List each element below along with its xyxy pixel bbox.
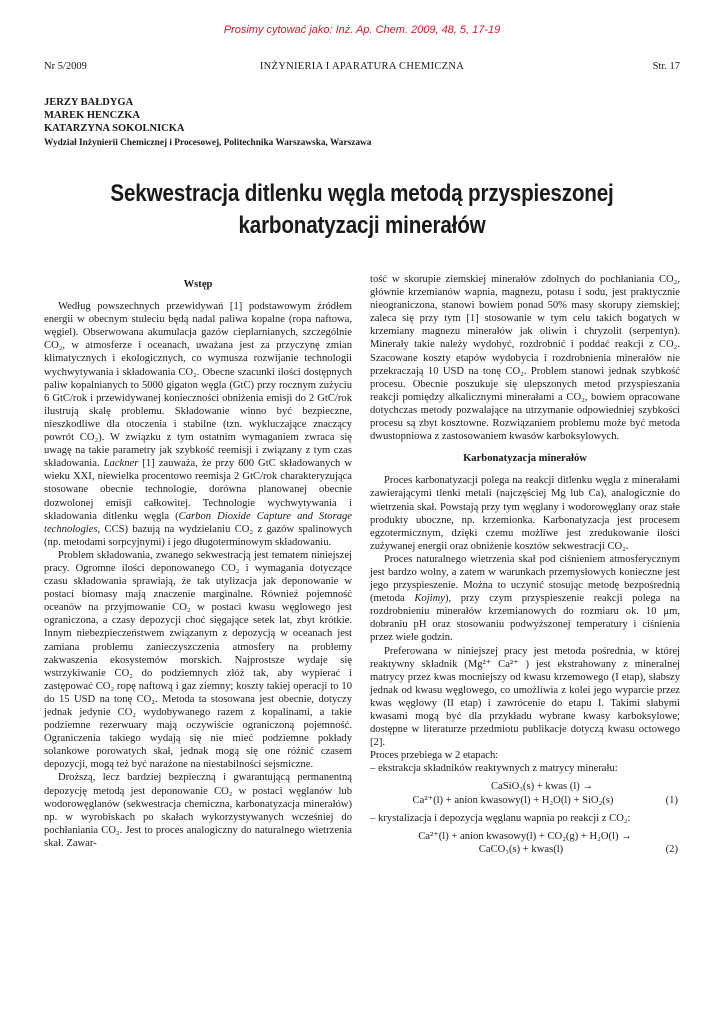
equation-number: (1) (665, 794, 678, 806)
right-column (370, 273, 680, 856)
paragraph: Preferowana w niniejszej pracy jest metoda pośrednia, w której reaktywny składnik (Mg²⁺ Ca²⁺ ) jest ekstrahowany z mineralnej matrycy przez kwas mocniejszy od kwasu krzemowego (I etap), słabszy jednak od kwasu węglowego, co umożliwia z kolei jego wyparcie przez kwas węglowy (II etap) i zawrócenie do etapu I. Takimi słabymi kwasami mogą być dla przykładu wybrane kwasy karboksylowe; dostępne w literaturze przedmiotu publikacje dotyczą kwasu octowego [2]. (370, 645, 680, 749)
equation-line: Ca²⁺(l) + anion kwasowy(l) + CO₂(g) + H₂O(l) → (418, 830, 632, 842)
paragraph: Proces naturalnego wietrzenia skał pod ciśnieniem atmosferycznym jest bardzo wolny, a zatem w warunkach przemysłowych konieczne jest jego przyspieszenie. Można to uczynić stosując metodę bezpośrednią (metoda Kojimy), przy czym przyspieszenie reakcji polega na rozdrobnieniu minerałów krzemianowych do rozmiaru ok. 10 μm, dobraniu pH oraz stosowaniu podwyższonej temperatury i ciśnienia przez wiele godzin. (370, 553, 680, 644)
page-number: Str. 17 (652, 61, 680, 72)
equation-1 (370, 780, 680, 793)
author-name: Lackner (103, 458, 139, 470)
section-heading-intro: Wstęp (183, 279, 213, 290)
paragraph: Droższą, lecz bardziej bezpieczną i gwarantującą permanentną depozycję metodą jest deponowanie CO₂ w postaci węglanów lub wodorowęglanów (sekwestracja chemiczna, karbonatyzacja minerałów) np. w wyrobiskach po skałach wykorzystywanych wcześniej do pochłaniania CO₂. Jest to proces analogiczny do naturalnego wietrzenia skał. Zawar- (44, 772, 352, 849)
affiliation: Wydział Inżynierii Chemicznej i Procesowej, Politechnika Warszawska, Warszawa (44, 138, 372, 148)
paragraph: Według powszechnych przewidywań [1] podstawowym źródłem energii w obecnym stuleciu będą nadal paliwa kopalne (ropa naftowa, węgiel). Obserwowana akumulacja gazów cieplarnianych, szczególnie CO₂, w atmosferze i oceanach, uważana jest za przyczynę zmian klimatycznych i ekologicznych, co wymusza rozwijanie technologii wychwytywania i składowania CO₂. Obecne szacunki ilości dostępnych paliw kopalnianych to 5000 gigaton węgla (GtC) przy rocznym zużyciu 6 GtC/rok i przewidywanej konieczności obniżenia emisji do 2 GtC/rok ilustrują skalę problemu. Składowanie winno być bezpieczne, nieszkodliwe dla otoczenia i stabilne (tzn. wykluczające znaczący powrót CO₂). W związku z tym ostatnim wymaganiem zwraca się uwagę na takie parametry jak szybkość reemisji i związany z tym czas składowania. Lackner [1] zauważa, że przy 600 GtC składowanych w wieku XXI, niewielka procentowo reemisja 2 GtC/rok charakteryzująca stosowane obecnie technologie, dorówna planowanej obecnie dozwolonej emisji całkowitej. Technologie wychwytywania i składowania ditlenku węgla (Carbon Dioxide Capture and Storage technologies, CCS) bazują na wydzielaniu CO₂ z gazów spalinowych (np. metodami sorpcyjnymi) i jego długoterminowym składowaniu. (44, 301, 352, 548)
equation-line: CaSiO₃(s) + kwas (l) → (490, 781, 594, 793)
author: JERZY BAŁDYGA (44, 97, 134, 108)
author: MAREK HENCZKA (44, 110, 140, 121)
equation-2 (370, 843, 680, 856)
equation-line: CaCO₃(s) + kwas(l) (478, 843, 564, 855)
article-title (76, 178, 647, 242)
equation-2 (370, 830, 680, 843)
paragraph: Problem składowania, zwanego sekwestracją jest tematem niniejszej pracy. Ogromne ilości deponowanego CO₂ i wymagania dotyczące czasu składowania sprawiają, że tak utylizacja jak deponowanie w postaci biomasy mają znaczenie marginalne. Również pojemność oceanów na przyjmowanie CO₂ w postaci kwasu węglowego jest ograniczona, a czasy depozycji choć sięgające setek lat, zbyt krótkie. Innym niebezpieczeństwem związanym z depozycją w oceanach jest zamiana problemu zanieczyszczenia atmosfery na problemy zakwaszenia ekosystemów morskich. Najprostsze wydaje się wstrzykiwanie CO₂ do podziemnych złóż tak, aby wypierać i zastępować CO₂ ropę naftową i gaz ziemny; koszty takiej operacji to 10 do 15 USD na tonę CO₂. Metoda ta stosowana jest obecnie, dotyczy jednak jedynie CO₂ wydobywanego razem z kopalinami, a takie podziemne rezerwuary mają oczywiście ograniczoną pojemność. Ograniczenia takiego wydają się nie mieć podziemne pokłady solankowe porowatych skał, jednak mogą się one różnić czasem depozycji, mogą też być narażone na niestabilności sejsmiczne. (44, 549, 352, 771)
equation-1 (370, 794, 680, 807)
paragraph: Proces przebiega w 2 etapach: (370, 750, 499, 762)
paragraph: Proces karbonatyzacji polega na reakcji ditlenku węgla z minerałami zawierającymi tlenki metali (najczęściej Mg lub Ca), analogicznie do wietrzenia skał. Powstają przy tym węglany i wodorowęglany oraz stałe produkty uboczne, np. krzemionka. Karbonatyzacja jest procesem egzotermicznym, dzięki czemu możliwe jest zredukowanie ilości zużywanej energii oraz obniżenie kosztów sekwestracji CO₂. (370, 475, 680, 552)
author-list (44, 96, 185, 135)
step-item: – krystalizacja i depozycja węglanu wapnia po reakcji z CO₂: (370, 812, 631, 824)
section-heading-carbonation: Karbonatyzacja minerałów (463, 453, 587, 465)
term: Carbon Dioxide Capture and Storage technologies (44, 510, 352, 535)
equation-line: Ca²⁺(l) + anion kwasowy(l) + H₂O(l) + SiO₂(s) (412, 794, 614, 806)
title-line: Sekwestracja ditlenku węgla metodą przyspieszonej (110, 180, 614, 207)
paragraph: tość w skorupie ziemskiej minerałów zdolnych do pochłaniania CO₂, głównie krzemianów wapnia, magnezu, potasu i sodu, jest praktycznie nieograniczona, stanowi bowiem ponad 50% masy skorupy ziemskiej; zaleca się przy tym [1] stosowanie w tym celu takich bogatych w krzemiany magnezu minerałów jak oliwin i chryzolit (serpentyn). Minerały takie należy wydobyć, rozdrobnić i poddać reakcji z CO₂. Szacowane koszty etapów wydobycia i rozdrobnienia minerałów nie przekraczają 10 USD na tonę CO₂. Problem stanowi jednak szybkość procesu. Obecnie poszukuje się ulepszonych metod przyspieszania reakcji pomiędzy alkalicznymi minerałami a CO₂, bowiem opracowane dotychczas metody pozwalające na utrzymanie odpowiedniej szybkości procesu są zbyt kosztowne. Rozwiązaniem problemu może być metoda dwustopniowa z zastosowaniem kwasów karboksylowych. (370, 274, 680, 443)
issue-number: Nr 5/2009 (44, 61, 87, 72)
title-line: karbonatyzacji minerałów (238, 212, 486, 239)
citation-note[interactable]: Prosimy cytować jako: Inż. Ap. Chem. 2009, 48, 5, 17-19 (223, 24, 501, 36)
author: KATARZYNA SOKOLNICKA (44, 123, 185, 134)
left-column (44, 278, 352, 850)
journal-name: INŻYNIERIA I APARATURA CHEMICZNA (259, 61, 465, 72)
equation-number: (2) (665, 843, 678, 855)
step-item: – ekstrakcja składników reaktywnych z matrycy minerału: (370, 763, 618, 775)
term: Kojimy (414, 593, 445, 605)
